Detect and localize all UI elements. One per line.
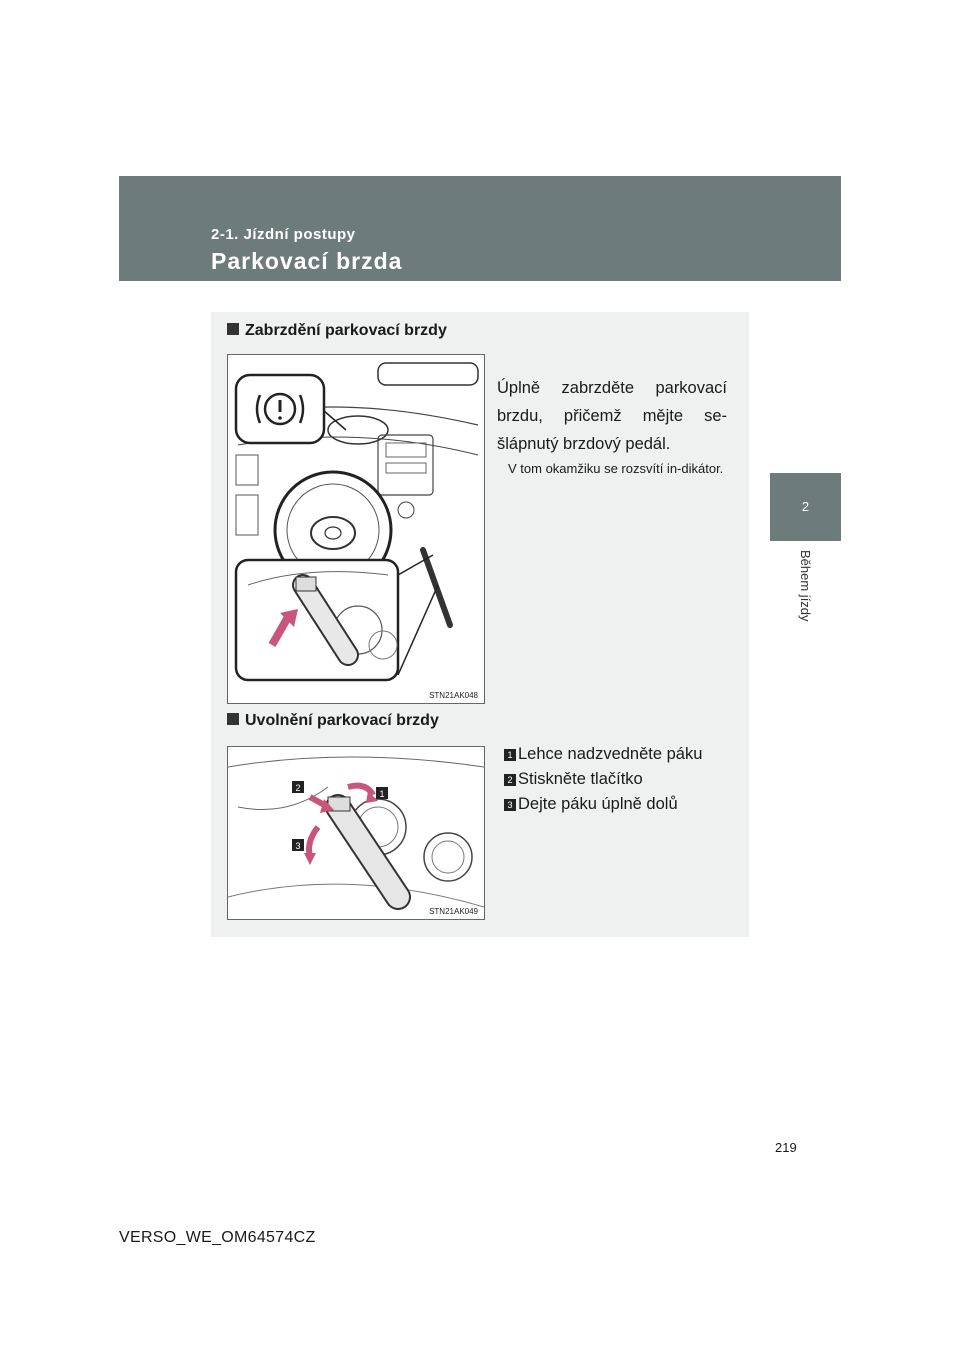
section-heading-apply: Zabrzdění parkovací brzdy [227,322,447,340]
svg-text:2: 2 [295,783,301,793]
release-step-2: 2 Stiskněte tlačítko [504,767,643,791]
figure-apply-parking-brake [227,354,485,704]
page-number: 219 [775,1140,797,1155]
apply-instruction-text: Úplně zabrzděte parkovací brzdu, přičemž mějte se-šlápnutý brzdový pedál. [497,379,727,453]
apply-note-text: V tom okamžiku se rozsvítí in-dikátor. [508,461,724,476]
release-step-3: 3 Dejte páku úplně dolů [504,792,678,816]
figure-code: STN21AK048 [429,691,478,700]
parking-brake-release-illustration [228,747,484,919]
square-bullet-icon [227,713,239,725]
parking-brake-dashboard-illustration [228,355,484,703]
release-step-1: 1 Lehce nadzvedněte páku [504,742,702,766]
square-bullet-icon [227,323,239,335]
content-panel [211,312,749,937]
svg-text:3: 3 [295,841,301,851]
svg-text:1: 1 [379,789,385,799]
figure-release-parking-brake [227,746,485,920]
document-code: VERSO_WE_OM64574CZ [119,1229,316,1246]
chapter-title: Během jízdy [798,550,813,622]
chapter-tab: 2 [770,473,841,541]
section-label: 2-1. Jízdní postupy [211,226,356,243]
page-title: Parkovací brzda [211,248,403,274]
page-header [119,176,841,281]
section-heading-release: Uvolnění parkovací brzdy [227,712,439,730]
figure-code: STN21AK049 [429,907,478,916]
